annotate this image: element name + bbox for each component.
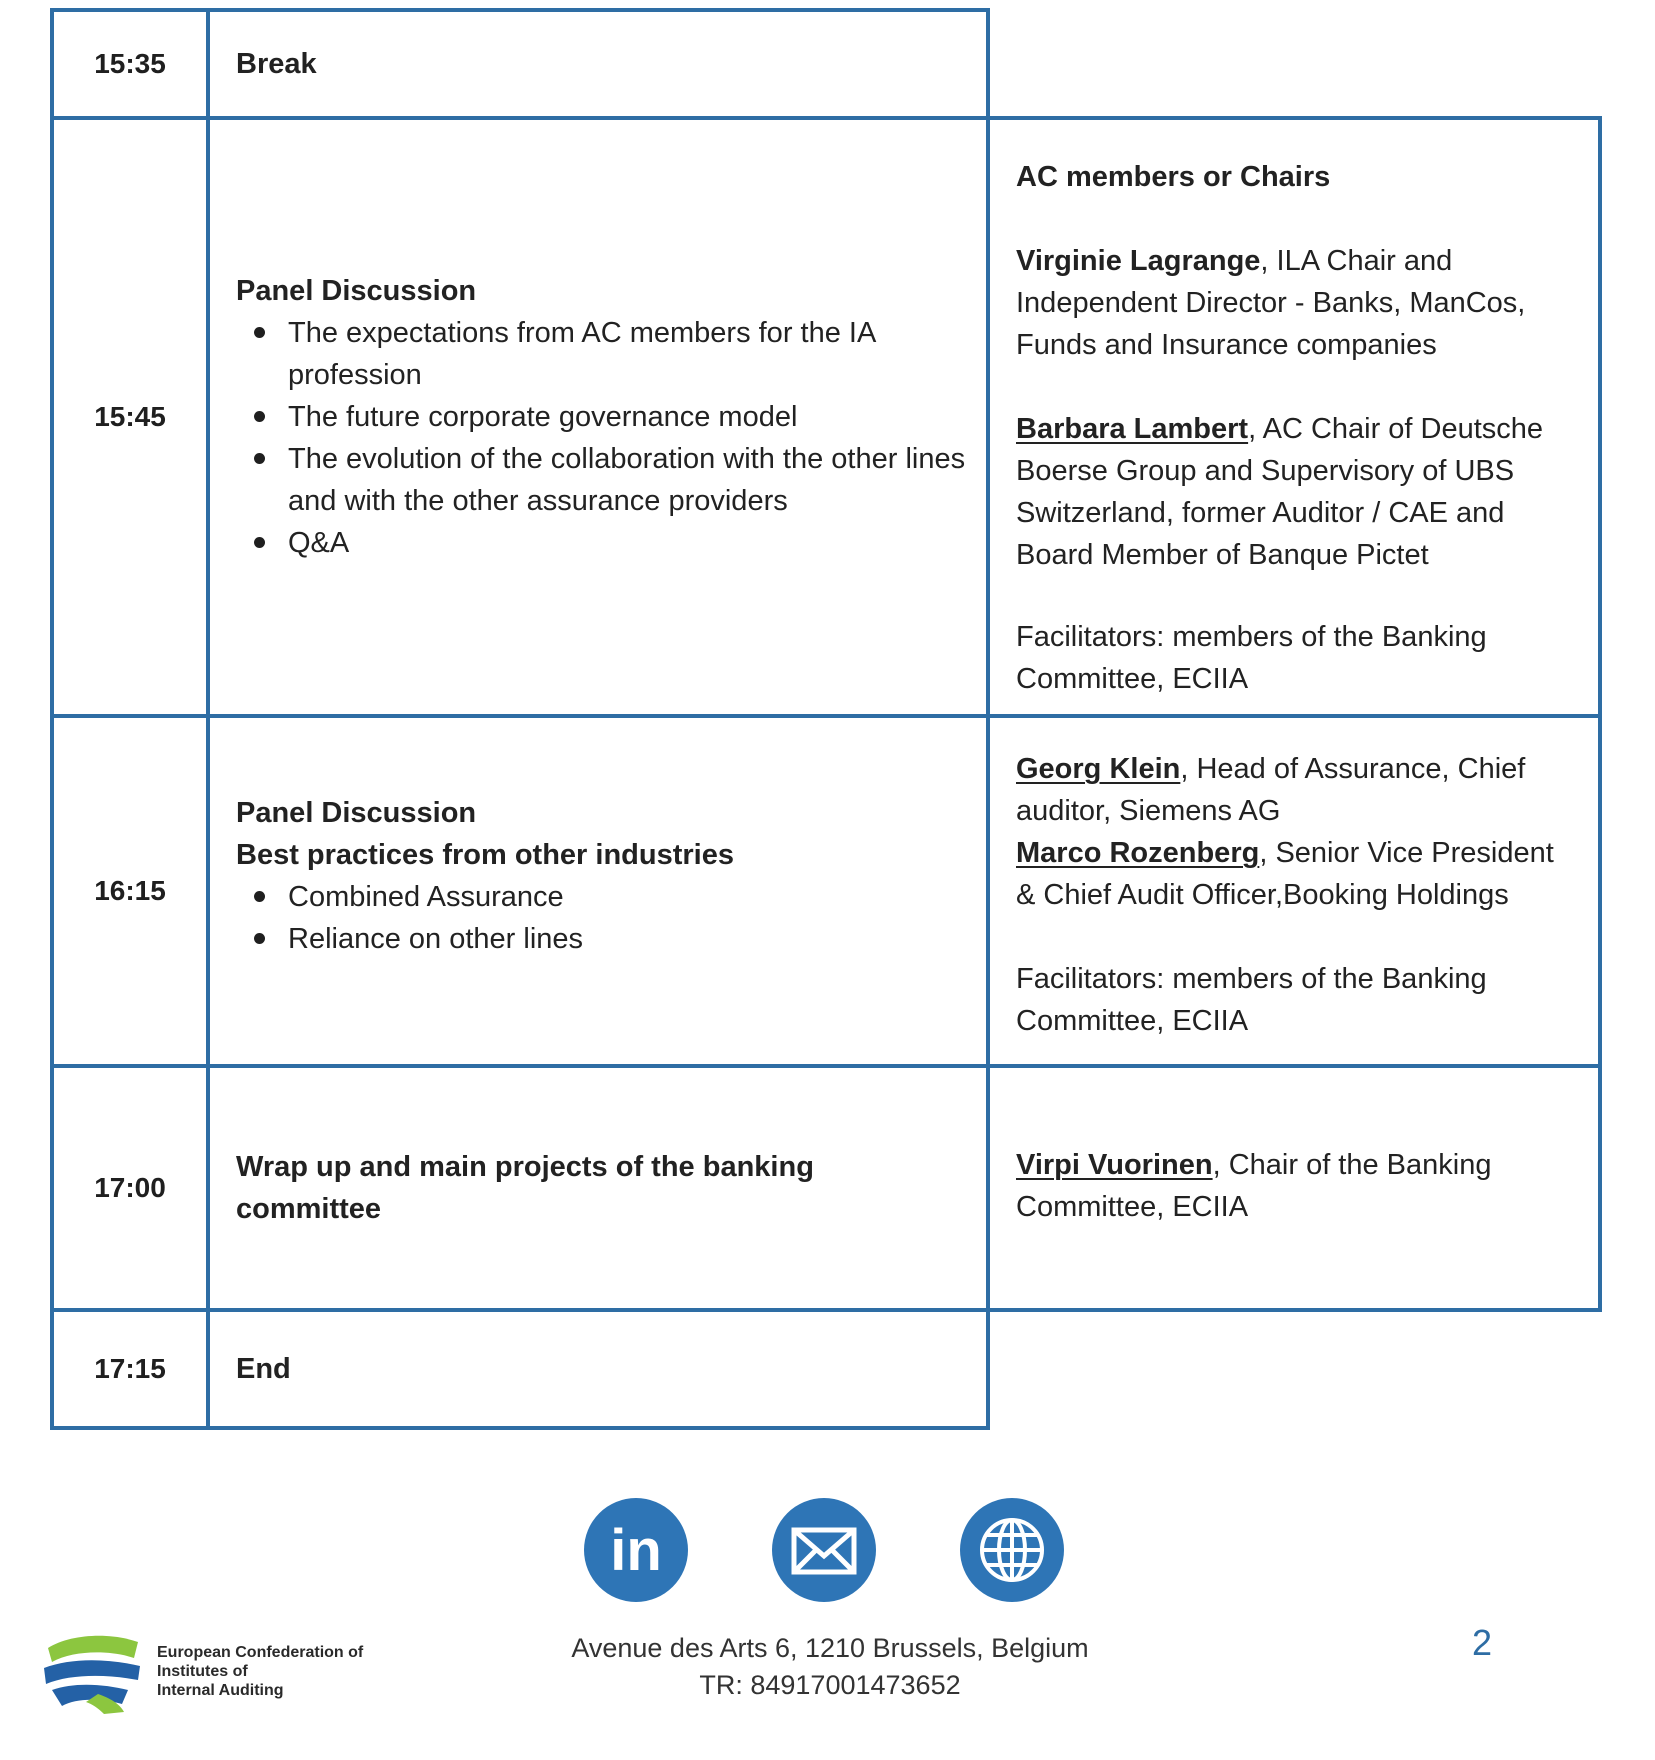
address-line: Avenue des Arts 6, 1210 Brussels, Belgium [571,1633,1089,1663]
speaker-role: , Senior Vice President & Chief Audit Officer,Booking Holdings [1016,837,1554,911]
time-cell [50,8,210,120]
session-cell [206,1064,990,1312]
org-name: European Confederation of Institutes of Internal Auditing [157,1644,364,1699]
time-cell [50,116,210,718]
speaker-name-link[interactable]: Virpi Vuorinen [1016,1149,1213,1181]
speaker-name-link[interactable]: Barbara Lambert [1016,413,1249,445]
speaker-entry [1016,408,1578,576]
topic-item: Q&A [288,522,966,564]
session-cell [206,714,990,1068]
session-title: Break [236,48,317,80]
eciia-logo-icon [40,1628,150,1723]
globe-icon[interactable] [960,1498,1064,1602]
session-cell [206,1308,990,1430]
speaker-role: , Head of Assurance, Chief auditor, Siemens AG [1016,753,1526,827]
time-cell [50,714,210,1068]
topic-list [236,312,966,564]
speaker-name-link[interactable]: Marco Rozenberg [1016,837,1260,869]
topic-item: Combined Assurance [288,876,966,918]
facilitators-note: Facilitators: members of the Banking Committee, ECIIA [1016,621,1487,695]
session-cell [206,116,990,718]
time-label: 17:15 [94,1353,166,1384]
time-cell [50,1308,210,1430]
session-title: End [236,1353,291,1385]
speaker-role: , ILA Chair and Independent Director - Banks, ManCos, Funds and Insurance companies [1016,245,1526,361]
speakers-cell [986,116,1602,718]
time-label: 15:35 [94,48,166,79]
topic-item: Reliance on other lines [288,918,966,960]
registration-line: TR: 84917001473652 [699,1670,961,1700]
session-title: Panel Discussion [236,275,477,307]
topic-item: The expectations from AC members for the IA profession [288,312,966,396]
speaker-role: , AC Chair of Deutsche Boerse Group and Supervisory of UBS Switzerland, former Auditor / CAE and Board Member of Banque Pictet [1016,413,1544,571]
speakers-cell [986,714,1602,1068]
speakers-heading: AC members or Chairs [1016,161,1331,193]
page-number: 2 [1472,1622,1493,1663]
speaker-name-link[interactable]: Georg Klein [1016,753,1181,785]
linkedin-icon[interactable] [584,1498,688,1602]
topic-list [236,876,966,960]
speakers-cell [986,1064,1602,1312]
speaker-entry [1016,240,1578,366]
facilitators-note: Facilitators: members of the Banking Committee, ECIIA [1016,963,1487,1037]
session-title: Wrap up and main projects of the banking committee [236,1151,814,1225]
time-label: 15:45 [94,401,166,432]
speaker-entry [1016,1144,1578,1228]
address-block [540,1630,1120,1704]
topic-item: The future corporate governance model [288,396,966,438]
session-subtitle: Best practices from other industries [236,839,734,871]
speaker-entry [1016,748,1578,832]
time-label: 16:15 [94,875,166,906]
session-title: Panel Discussion [236,797,477,829]
topic-item: The evolution of the collaboration with the other lines and with the other assurance providers [288,438,966,522]
speaker-entry [1016,832,1578,916]
time-cell [50,1064,210,1312]
mail-icon[interactable] [772,1498,876,1602]
speaker-name: Virginie Lagrange [1016,245,1261,277]
speaker-role: , Chair of the Banking Committee, ECIIA [1016,1149,1492,1223]
svg-text:in: in [610,1518,662,1583]
time-label: 17:00 [94,1172,166,1203]
session-cell [206,8,990,120]
